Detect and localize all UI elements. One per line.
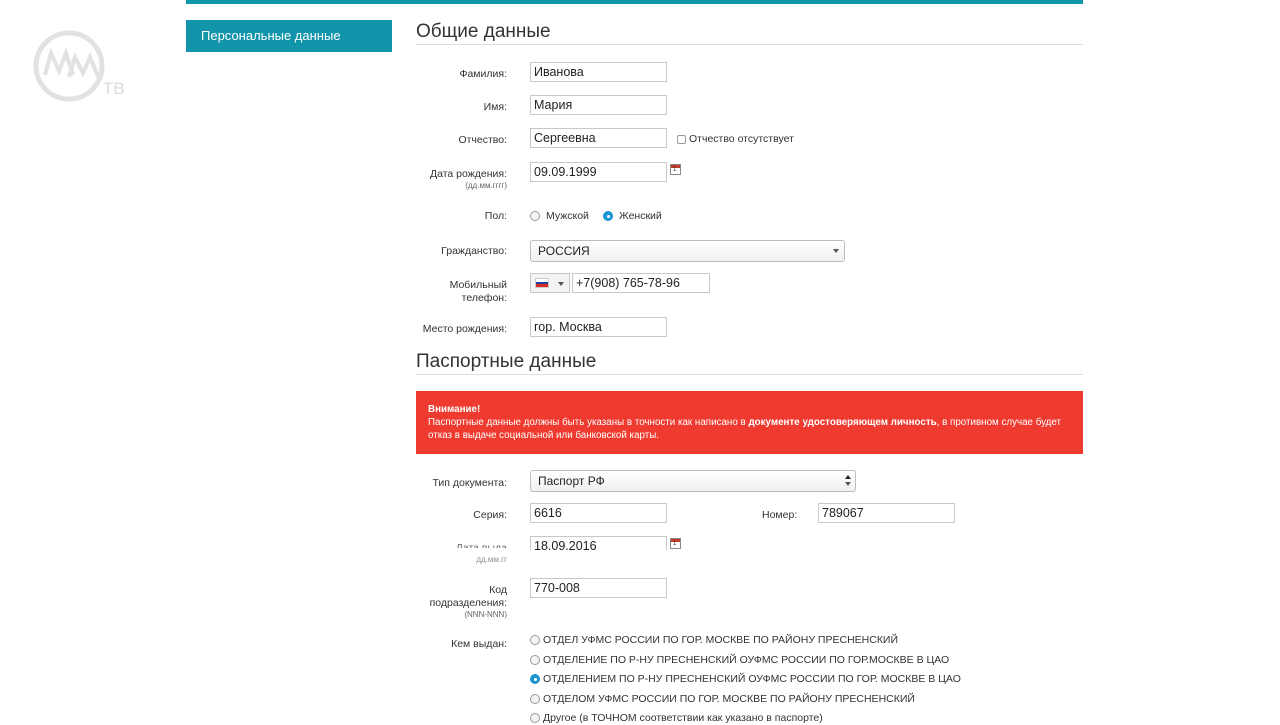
section-divider: [416, 44, 1083, 45]
phone-input[interactable]: [572, 273, 710, 293]
dept-code-label: [430, 584, 507, 620]
channel-logo: [33, 29, 127, 103]
render-glitch: [530, 550, 670, 564]
russia-flag-icon: [535, 278, 549, 288]
phone-label-line2: телефон:: [461, 292, 507, 304]
calendar-icon[interactable]: [670, 164, 681, 175]
gender-male-label: Мужской: [546, 210, 589, 222]
gender-female-radio[interactable]: [603, 211, 613, 221]
alert-text-end: , в противном случае будет отказ в выдаче социальной или банковской карты.: [428, 417, 1062, 441]
phone-country-select[interactable]: [530, 273, 570, 293]
patronymic-input[interactable]: [530, 128, 667, 148]
chevron-down-icon: [833, 249, 839, 253]
issued-by-option-radio[interactable]: [530, 674, 540, 684]
issue-date-label: [456, 542, 507, 565]
birthdate-format-hint: (дд.мм.гггг): [465, 181, 507, 190]
alert-heading: Внимание!: [428, 404, 481, 415]
gender-female-label: Женский: [619, 210, 662, 222]
patronymic-absent-checkbox[interactable]: [677, 135, 686, 144]
surname-label: Фамилия:: [459, 68, 507, 80]
top-accent-bar: [186, 0, 1083, 4]
gender-male-radio[interactable]: [530, 211, 540, 221]
patronymic-label: Отчество:: [458, 134, 507, 146]
citizenship-select[interactable]: [530, 240, 845, 262]
series-input[interactable]: [530, 503, 667, 523]
phone-label: [450, 279, 507, 305]
dept-code-label-line1: Код: [489, 584, 507, 596]
issued-by-option-radio[interactable]: [530, 655, 540, 665]
section-title-passport: Паспортные данные: [416, 351, 597, 372]
chevron-down-icon: [845, 482, 851, 486]
issued-by-option-label: Другое (в ТОЧНОМ соответствии как указано в паспорте): [543, 712, 823, 724]
section-divider: [416, 374, 1083, 375]
dept-code-format-hint: (NNN-NNN): [464, 610, 507, 619]
issued-by-label: Кем выдан:: [451, 638, 507, 650]
name-label: Имя:: [483, 101, 507, 113]
number-label: Номер:: [762, 509, 798, 521]
issued-by-option-radio[interactable]: [530, 694, 540, 704]
doc-type-label: Тип документа:: [432, 477, 507, 489]
birthplace-input[interactable]: [530, 317, 667, 337]
svg-text:ТВ: ТВ: [103, 79, 125, 98]
alert-text-bold: документе удостоверяющем личность: [748, 417, 937, 428]
birthdate-label-text: Дата рождения:: [430, 168, 507, 180]
birthdate-label: [430, 168, 507, 191]
chevron-up-icon: [845, 475, 851, 479]
section-title-general: Общие данные: [416, 21, 551, 42]
issued-by-option-radio[interactable]: [530, 635, 540, 645]
phone-label-line1: Мобильный: [449, 279, 507, 291]
dept-code-input[interactable]: [530, 578, 667, 598]
doc-type-select-value: Паспорт РФ: [538, 474, 605, 488]
series-label: Серия:: [473, 509, 507, 521]
issued-by-option-label: ОТДЕЛ УФМС РОССИИ ПО ГОР. МОСКВЕ ПО РАЙОНУ ПРЕСНЕНСКИЙ: [543, 634, 899, 646]
issue-date-format-hint: дд.мм.гг: [476, 555, 507, 564]
surname-input[interactable]: [530, 62, 667, 82]
gender-label: Пол:: [484, 210, 507, 222]
dept-code-label-line2: подразделения:: [429, 597, 507, 609]
sidebar-item-personal-data[interactable]: Персональные данные: [186, 20, 392, 52]
issued-by-option-label: ОТДЕЛЕНИЕМ ПО Р-НУ ПРЕСНЕНСКИЙ ОУФМС РОССИИ ПО ГОР. МОСКВЕ В ЦАО: [543, 673, 961, 685]
issued-by-option-label: ОТДЕЛЕНИЕ ПО Р-НУ ПРЕСНЕНСКИЙ ОУФМС РОССИИ ПО ГОР.МОСКВЕ В ЦАО: [543, 654, 950, 666]
citizenship-select-value: РОССИЯ: [538, 244, 590, 258]
calendar-icon[interactable]: [670, 538, 681, 549]
birthplace-label: Место рождения:: [422, 323, 507, 335]
alert-text-start: Паспортные данные должны быть указаны в точности как написано в: [428, 417, 749, 428]
render-glitch: [440, 548, 510, 553]
issued-by-option-label: ОТДЕЛОМ УФМС РОССИИ ПО ГОР. МОСКВЕ ПО РАЙОНУ ПРЕСНЕНСКИЙ: [543, 693, 915, 705]
warning-alert: [416, 391, 1083, 454]
doc-type-select[interactable]: [530, 470, 856, 492]
birthdate-input[interactable]: [530, 162, 667, 182]
chevron-down-icon: [558, 282, 564, 286]
patronymic-absent-label: Отчество отсутствует: [689, 133, 794, 145]
issued-by-option-radio[interactable]: [530, 713, 540, 723]
number-input[interactable]: [818, 503, 955, 523]
mm-tv-logo-icon: [33, 29, 127, 103]
name-input[interactable]: [530, 95, 667, 115]
citizenship-label: Гражданство:: [441, 245, 507, 257]
